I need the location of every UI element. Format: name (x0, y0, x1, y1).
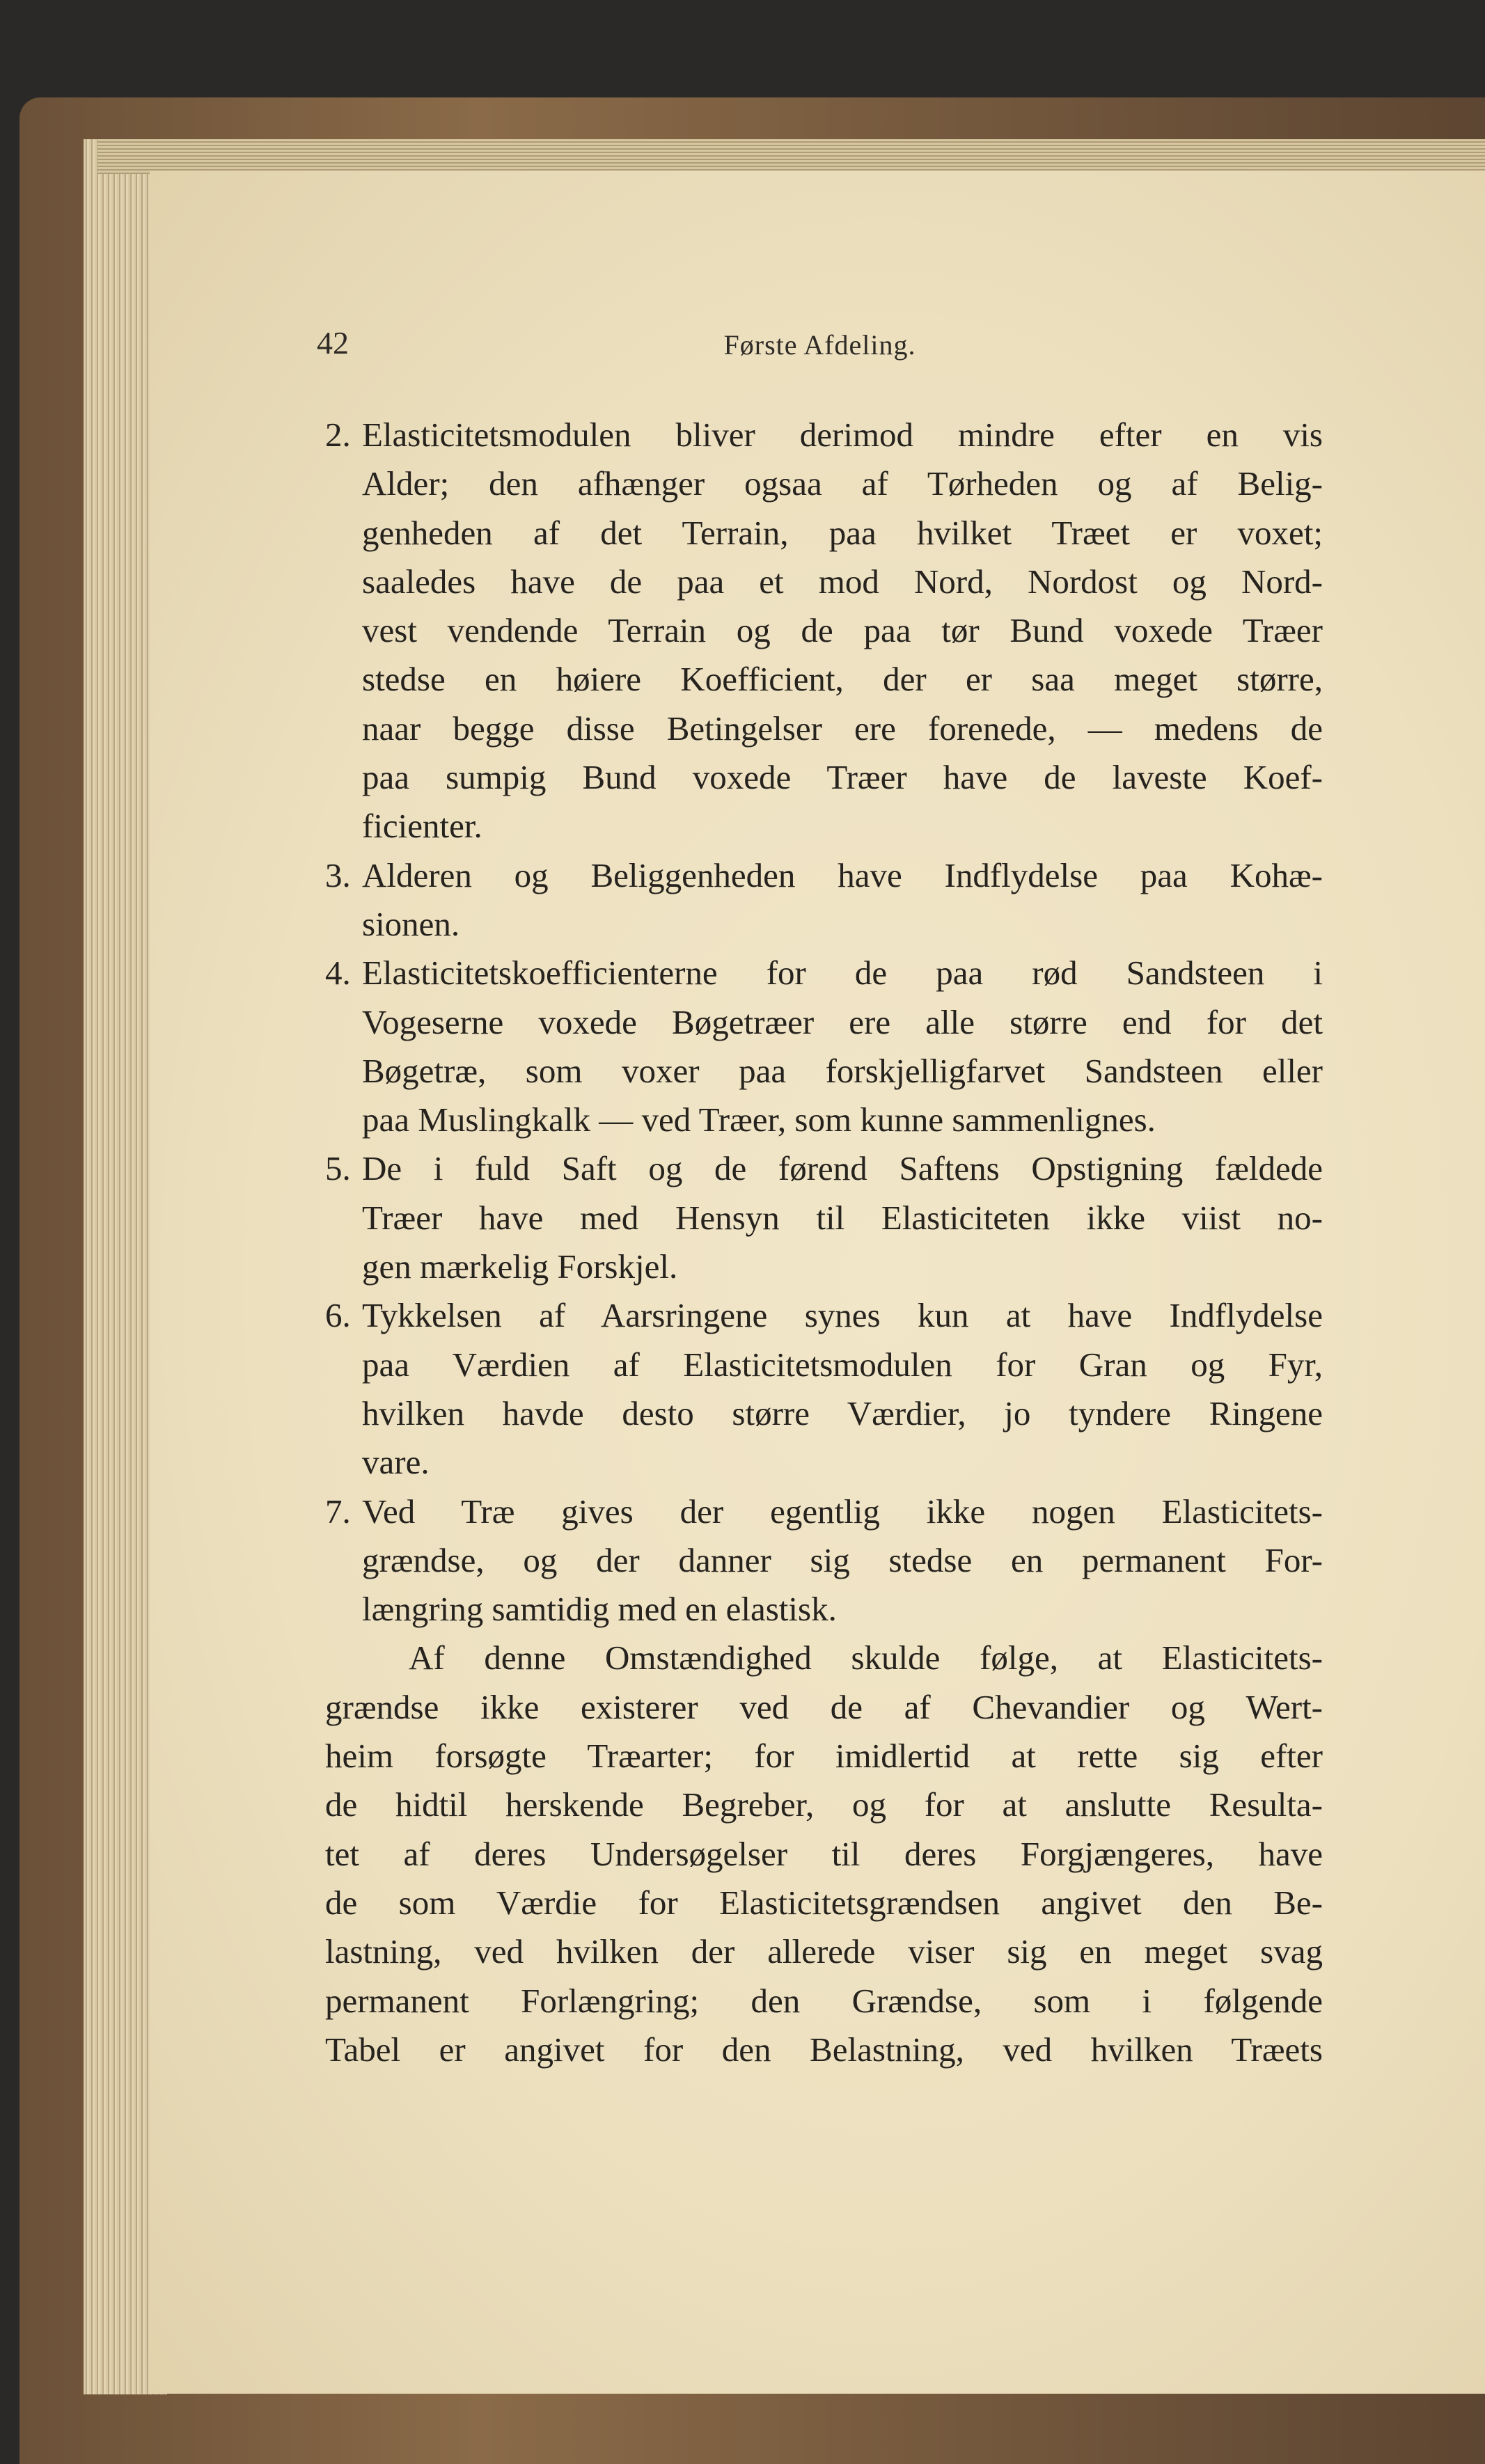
line-text: Alderen og Beliggenheden have Indflydelse paa Kohæ- (362, 855, 1323, 894)
text-line: genheden af det Terrain, paa hvilket Træet er voxet; (362, 513, 1323, 552)
numbered-item (325, 411, 1323, 851)
text-line: paa Værdien af Elasticitetsmodulen for Gran og Fyr, (362, 1345, 1323, 1384)
text-line: grændse ikke existerer ved de af Chevandier og Wert- (325, 1687, 1323, 1726)
text-line: Vogeserne voxede Bøgetræer ere alle større end for det (362, 1002, 1323, 1041)
text-line (325, 949, 1323, 997)
numbered-item (325, 1291, 1323, 1487)
text-line: stedse en høiere Koefficient, der er saa meget større, (362, 660, 1323, 699)
text-line: Alder; den afhænger ogsaa af Tørheden og af Belig- (362, 464, 1323, 503)
text-line (325, 1144, 1323, 1193)
text-line: de hidtil herskende Begreber, og for at anslutte Resulta- (325, 1785, 1323, 1824)
text-line: saaledes have de paa et mod Nord, Nordost og Nord- (362, 562, 1323, 601)
page-number: 42 (317, 325, 349, 361)
page-body (325, 411, 1323, 2074)
text-line: paa sumpig Bund voxede Træer have de laveste Koef- (362, 758, 1323, 797)
numbered-item (325, 949, 1323, 1144)
numbered-item (325, 851, 1323, 949)
line-text: Elasticitetskoefficienterne for de paa rød Sandsteen i (362, 954, 1323, 993)
text-line (325, 1487, 1323, 1536)
item-number: 3. (325, 855, 351, 894)
item-number: 6. (325, 1296, 351, 1335)
text-line: vest vendende Terrain og de paa tør Bund voxede Træer (362, 611, 1323, 650)
text-line: længring samtidig med en elastisk. (362, 1590, 837, 1629)
numbered-item (325, 1487, 1323, 1634)
item-number: 4. (325, 954, 351, 993)
text-line: hvilken havde desto større Værdier, jo tyndere Ringene (362, 1393, 1323, 1432)
text-line: paa Muslingkalk — ved Træer, som kunne sammenlignes. (362, 1100, 1156, 1139)
text-line: Træer have med Hensyn til Elasticiteten ikke viist no- (362, 1198, 1323, 1237)
page-top-edges (97, 139, 1485, 174)
text-line: tet af deres Undersøgelser til deres Forgjængeres, have (325, 1834, 1323, 1873)
text-line: heim forsøgte Træarter; for imidlertid at rette sig efter (325, 1737, 1323, 1776)
text-line: ficienter. (362, 807, 482, 846)
numbered-item (325, 1144, 1323, 1291)
paragraph (325, 1634, 1323, 2074)
item-number: 2. (325, 416, 351, 454)
line-text: Ved Træ gives der egentlig ikke nogen Elasticitets- (362, 1492, 1323, 1531)
text-line: Af denne Omstændighed skulde følge, at Elasticitets- (409, 1638, 1323, 1677)
item-number: 7. (325, 1492, 351, 1531)
line-text: De i fuld Saft og de førend Saftens Opstigning fældede (362, 1149, 1323, 1188)
text-line: sionen. (362, 904, 460, 943)
text-line: vare. (362, 1443, 430, 1482)
text-line: naar begge disse Betingelser ere forenede, — medens de (362, 709, 1323, 748)
text-line: permanent Forlængring; den Grændse, som i følgende (325, 1981, 1323, 2020)
text-line: de som Værdie for Elasticitetsgrændsen angivet den Be- (325, 1883, 1323, 1922)
text-line (325, 851, 1323, 900)
text-line: Tabel er angivet for den Belastning, ved hvilken Træets (325, 2030, 1323, 2069)
line-text: Elasticitetsmodulen bliver derimod mindre efter en vis (362, 416, 1323, 454)
page-header (317, 324, 1323, 366)
text-line: gen mærkelig Forskjel. (362, 1247, 678, 1286)
item-number: 5. (325, 1149, 351, 1188)
running-title: Første Afdeling. (723, 329, 916, 361)
text-line: Bøgetræ, som voxer paa forskjelligfarvet Sandsteen eller (362, 1051, 1323, 1090)
text-line (325, 1291, 1323, 1340)
text-line (325, 411, 1323, 459)
text-line: lastning, ved hvilken der allerede viser sig en meget svag (325, 1932, 1323, 1971)
line-text: Tykkelsen af Aarsringene synes kun at have Indflydelse (362, 1296, 1323, 1335)
text-line: grændse, og der danner sig stedse en permanent For- (362, 1540, 1323, 1579)
